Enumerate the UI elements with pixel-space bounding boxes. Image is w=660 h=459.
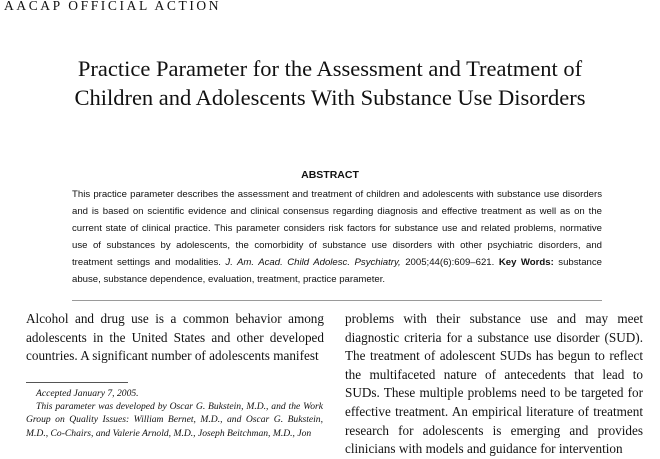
- footnote-divider: [26, 382, 128, 383]
- abstract-heading: ABSTRACT: [301, 169, 359, 181]
- body-text-right-column: problems with their substance use and may meet diagnostic criteria for a substance use disorder (SUD). The treatment of adolescent SUDs has begun to reflect the multifaceted nature of antecedents that lead to SUDs. These multiple problems need to be targeted for effective treatment. An empirical literature of treatment research for adolescents is emerging and provides clinicians with models and guidance for intervention: [345, 311, 643, 457]
- abstract-divider: [72, 300, 602, 301]
- footnote-accepted-date: Accepted January 7, 2005.: [36, 388, 139, 399]
- article-title-line-2: Children and Adolescents With Substance Use Disorders: [74, 85, 586, 110]
- section-kicker: AACAP OFFICIAL ACTION: [4, 0, 222, 13]
- abstract-citation-details: 2005;44(6):609–621.: [405, 257, 495, 268]
- article-title: [20, 54, 640, 112]
- keywords-label: Key Words:: [498, 257, 554, 268]
- abstract-citation-journal: J. Am. Acad. Child Adolesc. Psychiatry,: [225, 257, 401, 268]
- footnote-authors: This parameter was developed by Oscar G. Bukstein, M.D., and the Work Group on Quality Issues: William Bernet, M.D., and Oscar G. Bukstein, M.D., Co-Chairs, and Valerie Arnold, M.D., Joseph Beitchman, M.D., Jon: [26, 401, 323, 439]
- abstract-body: This practice parameter describes the assessment and treatment of children and adolescents with substance use disorders and is based on scientific evidence and clinical consensus regarding diagnosis and effective treatment as well as on the current state of clinical practice. This parameter considers risk factors for substance use and related problems, normative use of substances by adolescents, the comorbidity of substance use disorders with other psychiatric disorders, and treatment settings and modalities.: [72, 189, 602, 268]
- body-text-left-column: Alcohol and drug use is a common behavior among adolescents in the United States and other developed countries. A significant number of adolescents manifest: [26, 311, 324, 364]
- footnotes: [26, 387, 323, 440]
- keywords-list: substance abuse, substance dependence, evaluation, treatment, practice parameter.: [72, 257, 603, 285]
- abstract-paragraph: [72, 186, 602, 288]
- article-title-line-1: Practice Parameter for the Assessment and Treatment of: [77, 56, 583, 81]
